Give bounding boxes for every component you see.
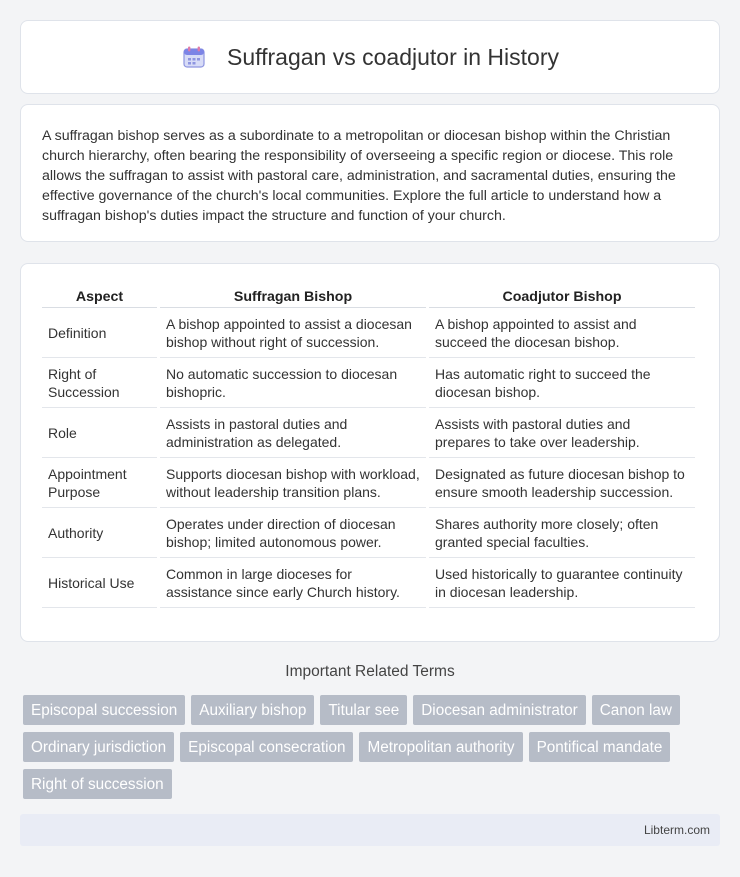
table-cell: No automatic succession to diocesan bishopric. <box>160 358 426 408</box>
table-cell: Common in large dioceses for assistance since early Church history. <box>160 558 426 608</box>
table-cell: Historical Use <box>42 558 157 608</box>
header-card <box>20 20 720 94</box>
table-cell: Assists in pastoral duties and administration as delegated. <box>160 408 426 458</box>
related-terms-title: Important Related Terms <box>285 663 455 680</box>
footer <box>20 814 720 846</box>
table-cell: Authority <box>42 508 157 558</box>
tag-link[interactable]: Metropolitan authority <box>359 732 522 762</box>
table-cell: Appointment Purpose <box>42 458 157 508</box>
page-title: Suffragan vs coadjutor in History <box>227 43 559 70</box>
table-cell: Has automatic right to succeed the diocesan bishop. <box>429 358 695 408</box>
table-row <box>42 308 695 358</box>
table-cell: Shares authority more closely; often granted special faculties. <box>429 508 695 558</box>
tag-link[interactable]: Episcopal consecration <box>180 732 353 762</box>
related-terms-tags <box>23 695 723 799</box>
tag-link[interactable]: Right of succession <box>23 769 172 799</box>
table-cell: Operates under direction of diocesan bishop; limited autonomous power. <box>160 508 426 558</box>
table-cell: Assists with pastoral duties and prepares to take over leadership. <box>429 408 695 458</box>
header-coadjutor: Coadjutor Bishop <box>429 286 695 308</box>
calendar-icon <box>181 44 207 70</box>
header-aspect: Aspect <box>42 286 157 308</box>
header-suffragan: Suffragan Bishop <box>160 286 426 308</box>
intro-card <box>20 104 720 242</box>
tag-link[interactable]: Episcopal succession <box>23 695 185 725</box>
tag-link[interactable]: Canon law <box>592 695 680 725</box>
comparison-table <box>39 286 698 608</box>
table-cell: Definition <box>42 308 157 358</box>
table-cell: Right of Succession <box>42 358 157 408</box>
tag-link[interactable]: Pontifical mandate <box>529 732 671 762</box>
tag-link[interactable]: Ordinary jurisdiction <box>23 732 174 762</box>
tag-link[interactable]: Titular see <box>320 695 407 725</box>
table-cell: Supports diocesan bishop with workload, without leadership transition plans. <box>160 458 426 508</box>
table-row <box>42 458 695 508</box>
footer-site-link[interactable]: Libterm.com <box>643 823 710 837</box>
table-row <box>42 408 695 458</box>
tag-link[interactable]: Auxiliary bishop <box>191 695 314 725</box>
table-row <box>42 358 695 408</box>
table-row <box>42 558 695 608</box>
table-row <box>42 508 695 558</box>
table-cell: Role <box>42 408 157 458</box>
tag-link[interactable]: Diocesan administrator <box>413 695 585 725</box>
table-header-row <box>42 286 695 308</box>
table-cell: Designated as future diocesan bishop to ensure smooth leadership succession. <box>429 458 695 508</box>
comparison-table-card <box>20 263 720 642</box>
intro-text: A suffragan bishop serves as a subordinate to a metropolitan or diocesan bishop within the Christian church hierarchy, often bearing the responsibility of overseeing a specific region or diocese. This role allows the suffragan to assist with pastoral care, administration, and sacramental duties, ensuring the effective governance of the church's local communities. Explore the full article to understand how a suffragan bishop's duties impact the structure and function of your church. <box>42 128 676 224</box>
table-cell: Used historically to guarantee continuity in diocesan leadership. <box>429 558 695 608</box>
table-cell: A bishop appointed to assist and succeed the diocesan bishop. <box>429 308 695 358</box>
table-cell: A bishop appointed to assist a diocesan bishop without right of succession. <box>160 308 426 358</box>
